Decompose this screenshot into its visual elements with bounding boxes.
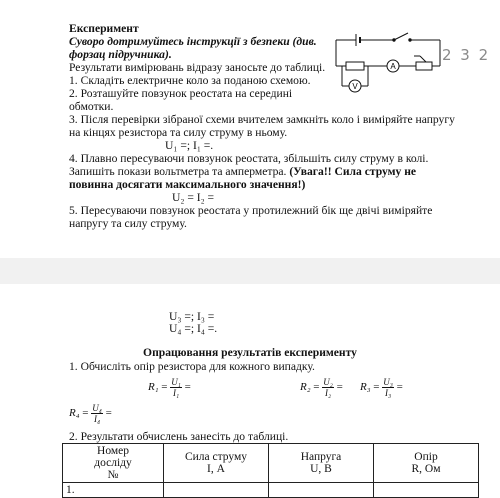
instruction-line: напругу та силу струму. [69, 217, 187, 230]
instruction-line: 4. Плавно пересуваючи повзунок реостата, збільшіть силу струму в колі. [69, 152, 429, 165]
header-voltage: Напруга U, В [269, 444, 374, 483]
step-2: 2. Результати обчислень занесіть до таблиці. [69, 430, 289, 443]
warning-text-continued: повинна досягати максимального значення!) [69, 178, 306, 191]
instruction-text: Запишіть покази вольтметра та амперметра. [69, 165, 287, 178]
table-header-row [63, 444, 479, 483]
safety-instruction-line2: форзац підручника). [69, 48, 172, 61]
ammeter-label: A [390, 62, 396, 71]
table-row [63, 483, 479, 498]
instruction-line: 5. Пересуваючи повзунок реостата у протилежний бік ще двічі виміряйте [69, 204, 433, 217]
voltmeter-label: V [352, 82, 358, 91]
warning-text: (Увага!! Сила струму не [289, 165, 417, 178]
instruction-line: обмотки. [69, 100, 114, 113]
header-current: Сила струму I, А [164, 444, 269, 483]
instruction-line: 1. Складіть електричне коло за поданою схемою. [69, 74, 311, 87]
experiment-heading: Експеримент [69, 22, 139, 35]
measurement-1: U₁ =; I₁ =. [165, 139, 214, 152]
header-experiment-number: Номер досліду № [63, 444, 164, 483]
instruction-line: 3. Після перевірки зібраної схеми вчителем замкніть коло і виміряйте напругу [69, 113, 455, 126]
measurement-2: U₂ = I₂ = [172, 191, 215, 204]
formula-r3: R₃ = $\frac{\text{U₃}}{\text{I₃}}$ = [360, 377, 403, 398]
measurement-3: U₃ =; I₃ = [169, 310, 215, 323]
page-number: 2 3 2 [442, 46, 491, 64]
formula-r2: R₂ = $\frac{\text{U₂}}{\text{I₂}}$ = [300, 377, 343, 398]
step-1: 1. Обчисліть опір резистора для кожного випадку. [69, 360, 315, 373]
instruction-line: Результати вимірювань відразу заносьте до таблиці. [69, 61, 326, 74]
table-cell: 1. [63, 483, 164, 498]
formula-r4: R₄ = $\frac{\text{U₄}}{\text{I₄}}$ = [69, 403, 112, 424]
table-cell[interactable] [164, 483, 269, 498]
instruction-line: 2. Розташуйте повзунок реостата на середині [69, 87, 293, 100]
processing-title: Опрацювання результатів експерименту [143, 346, 357, 359]
page-gap [0, 258, 500, 284]
table-cell[interactable] [269, 483, 374, 498]
header-resistance: Опір R, Ом [374, 444, 479, 483]
safety-instruction-line1: Суворо дотримуйтесь інструкції з безпеки (див. [69, 35, 317, 48]
circuit-diagram [332, 24, 448, 96]
formula-r1: R₁ = $\frac{\text{U₁}}{\text{I₁}}$ = [148, 377, 191, 398]
instruction-line [69, 165, 416, 178]
measurement-4: U₄ =; I₄ =. [169, 322, 218, 335]
instruction-line: на кінцях резистора та силу струму в ньому. [69, 126, 288, 139]
results-table [62, 443, 479, 498]
table-cell[interactable] [374, 483, 479, 498]
